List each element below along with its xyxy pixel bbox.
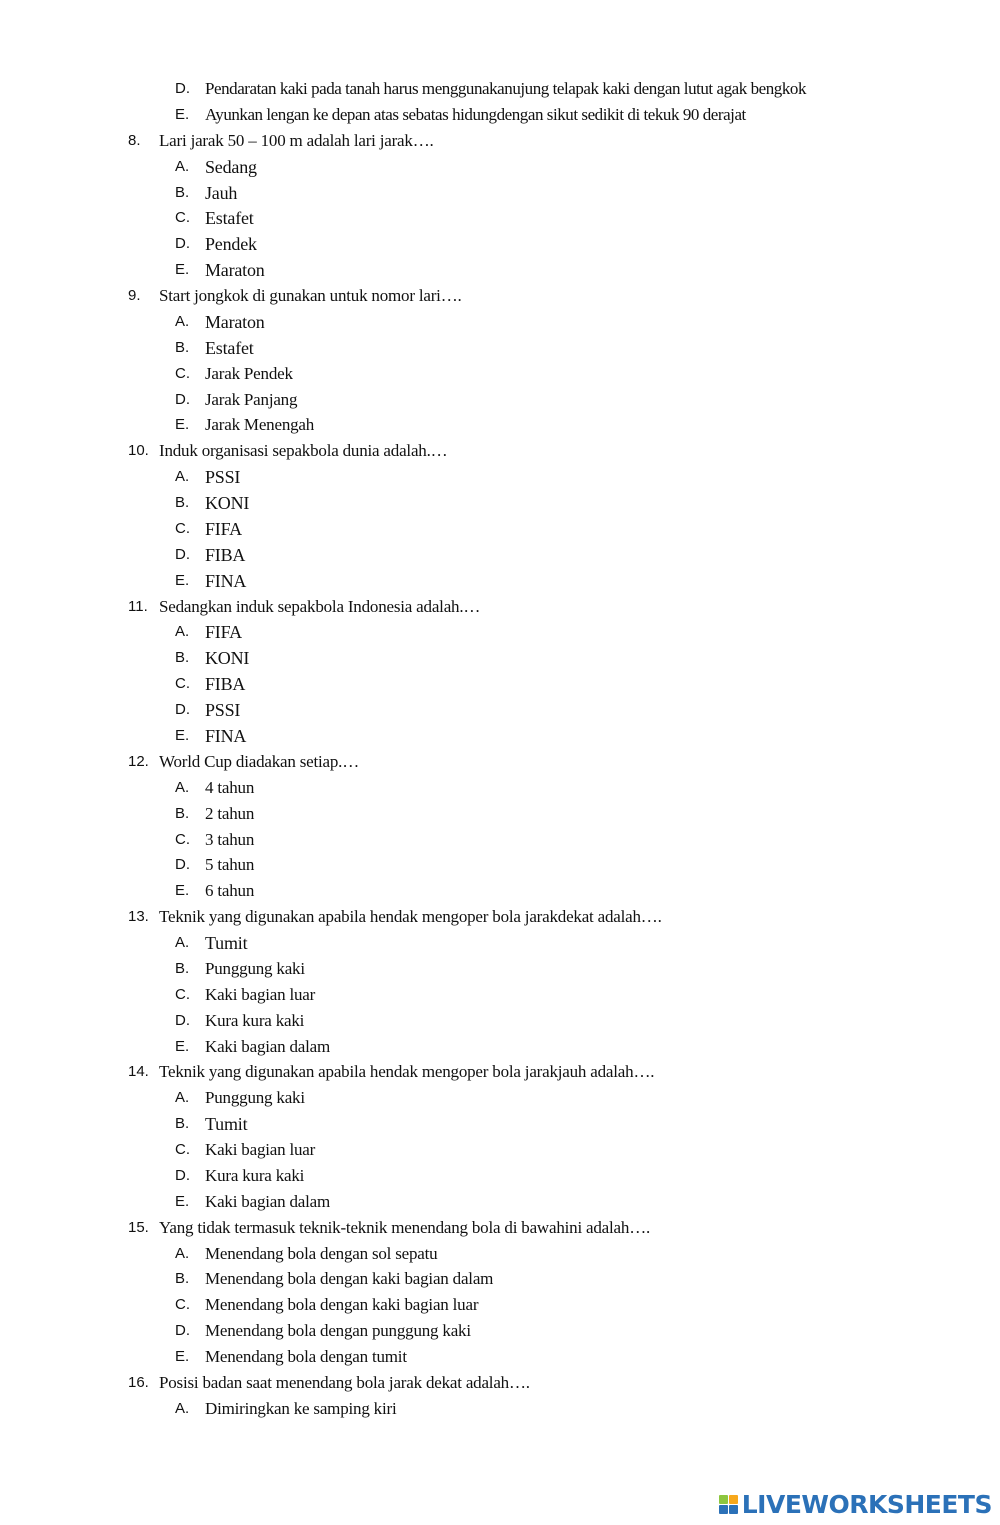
option-text: Jauh	[205, 182, 238, 203]
answer-option[interactable]	[0, 827, 1000, 853]
question-row	[0, 749, 1000, 775]
answer-option[interactable]	[0, 775, 1000, 801]
option-text: KONI	[205, 648, 250, 669]
option-letter: E.	[175, 1192, 190, 1210]
answer-option[interactable]	[0, 1085, 1000, 1111]
question-text: Teknik yang digunakan apabila hendak mengoper bola jarakjauh adalah….	[159, 1062, 655, 1082]
answer-option[interactable]	[0, 852, 1000, 878]
option-text: Tumit	[205, 1114, 248, 1135]
question-number: 15.	[128, 1218, 149, 1236]
option-letter: A.	[175, 312, 190, 330]
question-row	[0, 594, 1000, 620]
question-number: 8.	[128, 131, 141, 149]
option-letter: D.	[175, 701, 190, 719]
answer-option[interactable]	[0, 1344, 1000, 1370]
answer-option[interactable]	[0, 309, 1000, 335]
option-text: 5 tahun	[205, 855, 255, 875]
question-row	[0, 438, 1000, 464]
question-number: 11.	[128, 597, 148, 615]
option-letter: B.	[175, 183, 190, 201]
option-text: Jarak Menengah	[205, 415, 315, 435]
question-text: Sedangkan induk sepakbola Indonesia adalah.…	[159, 596, 481, 616]
option-letter: C.	[175, 364, 190, 382]
option-letter: D.	[175, 235, 190, 253]
option-letter: D.	[175, 545, 190, 563]
option-letter: A.	[175, 1089, 190, 1107]
option-text: Estafet	[205, 337, 254, 358]
answer-option[interactable]	[0, 956, 1000, 982]
option-letter: A.	[175, 623, 190, 641]
answer-option[interactable]	[0, 1396, 1000, 1422]
option-letter: C.	[175, 1141, 190, 1159]
answer-option[interactable]	[0, 1034, 1000, 1060]
option-text: Punggung kaki	[205, 958, 305, 978]
option-letter: A.	[175, 934, 190, 952]
answer-option[interactable]	[0, 1137, 1000, 1163]
answer-option[interactable]	[0, 231, 1000, 257]
option-text: Kaki bagian luar	[205, 984, 316, 1004]
liveworksheets-mark-icon	[719, 1495, 738, 1514]
option-letter: C.	[175, 830, 190, 848]
question-text: Induk organisasi sepakbola dunia adalah.…	[159, 441, 448, 461]
option-letter: A.	[175, 1244, 190, 1262]
option-text: Jarak Pendek	[205, 363, 293, 383]
question-number: 9.	[128, 287, 141, 305]
answer-option[interactable]	[0, 1189, 1000, 1215]
option-letter: C.	[175, 675, 190, 693]
answer-option[interactable]	[0, 1008, 1000, 1034]
answer-option[interactable]	[0, 801, 1000, 827]
answer-option[interactable]	[0, 76, 1000, 102]
answer-option[interactable]	[0, 1318, 1000, 1344]
option-text: Ayunkan lengan ke depan atas sebatas hidungdengan sikut sedikit di tekuk 90 derajat	[205, 104, 746, 124]
option-letter: E.	[175, 571, 190, 589]
option-text: 3 tahun	[205, 829, 255, 849]
option-letter: D.	[175, 1322, 190, 1340]
option-letter: C.	[175, 1296, 190, 1314]
option-letter: B.	[175, 1270, 190, 1288]
answer-option[interactable]	[0, 180, 1000, 206]
option-letter: D.	[175, 1166, 190, 1184]
option-text: Maraton	[205, 311, 265, 332]
option-text: Maraton	[205, 260, 265, 281]
question-text: Start jongkok di gunakan untuk nomor lari….	[159, 286, 462, 306]
option-letter: C.	[175, 985, 190, 1003]
option-text: Kaki bagian dalam	[205, 1191, 330, 1211]
answer-option[interactable]	[0, 619, 1000, 645]
option-letter: A.	[175, 778, 190, 796]
answer-option[interactable]	[0, 1241, 1000, 1267]
question-row	[0, 1059, 1000, 1085]
option-letter: C.	[175, 209, 190, 227]
answer-option[interactable]	[0, 205, 1000, 231]
question-row	[0, 1215, 1000, 1241]
answer-option[interactable]	[0, 335, 1000, 361]
question-row	[0, 128, 1000, 154]
answer-option[interactable]	[0, 645, 1000, 671]
mark-square-2	[729, 1495, 738, 1504]
option-text: Kaki bagian luar	[205, 1140, 316, 1160]
option-letter: D.	[175, 390, 190, 408]
option-letter: A.	[175, 1399, 190, 1417]
option-text: FIFA	[205, 622, 242, 643]
question-text: Lari jarak 50 – 100 m adalah lari jarak….	[159, 130, 434, 150]
option-letter: A.	[175, 468, 190, 486]
question-text: Teknik yang digunakan apabila hendak mengoper bola jarakdekat adalah….	[159, 907, 662, 927]
mark-square-4	[729, 1505, 738, 1514]
option-text: Estafet	[205, 208, 254, 229]
question-row	[0, 904, 1000, 930]
option-letter: E.	[175, 1348, 190, 1366]
option-letter: E.	[175, 416, 190, 434]
answer-option[interactable]	[0, 1292, 1000, 1318]
option-text: PSSI	[205, 467, 241, 488]
option-letter: B.	[175, 649, 190, 667]
option-text: Tumit	[205, 933, 248, 954]
mark-square-1	[719, 1495, 728, 1504]
option-text: Sedang	[205, 156, 257, 177]
option-letter: D.	[175, 80, 190, 97]
option-text: PSSI	[205, 700, 241, 721]
answer-option[interactable]	[0, 490, 1000, 516]
answer-option[interactable]	[0, 154, 1000, 180]
option-text: Punggung kaki	[205, 1088, 305, 1108]
option-text: 6 tahun	[205, 881, 255, 901]
option-letter: C.	[175, 519, 190, 537]
option-text: 4 tahun	[205, 777, 255, 797]
answer-option[interactable]	[0, 930, 1000, 956]
answer-option[interactable]	[0, 412, 1000, 438]
option-text: Pendaratan kaki pada tanah harus menggunakanujung telapak kaki dengan lutut agak bengkok	[205, 79, 806, 98]
option-letter: A.	[175, 157, 190, 175]
option-text: Kura kura kaki	[205, 1165, 305, 1185]
option-text: Menendang bola dengan tumit	[205, 1347, 407, 1367]
question-row	[0, 1370, 1000, 1396]
option-letter: E.	[175, 1037, 190, 1055]
question-number: 14.	[128, 1063, 149, 1081]
answer-option[interactable]	[0, 102, 1000, 128]
option-letter: B.	[175, 804, 190, 822]
answer-option[interactable]	[0, 387, 1000, 413]
answer-option[interactable]	[0, 1111, 1000, 1137]
question-text: Posisi badan saat menendang bola jarak dekat adalah….	[159, 1373, 530, 1392]
answer-option[interactable]	[0, 1266, 1000, 1292]
question-text: Yang tidak termasuk teknik-teknik menendang bola di bawahini adalah….	[159, 1217, 651, 1237]
question-number: 10.	[128, 442, 149, 460]
option-text: FINA	[205, 726, 247, 746]
answer-option[interactable]	[0, 542, 1000, 568]
answer-option[interactable]	[0, 982, 1000, 1008]
option-letter: B.	[175, 494, 190, 512]
option-text: Menendang bola dengan sol sepatu	[205, 1243, 438, 1263]
question-text: World Cup diadakan setiap.…	[159, 751, 360, 771]
answer-option[interactable]	[0, 516, 1000, 542]
answer-option[interactable]	[0, 878, 1000, 904]
option-letter: E.	[175, 727, 190, 744]
option-text: Dimiringkan ke samping kiri	[205, 1398, 397, 1418]
option-letter: D.	[175, 1011, 190, 1029]
answer-option[interactable]	[0, 671, 1000, 697]
option-text: FIFA	[205, 518, 242, 539]
option-text: Pendek	[205, 234, 257, 255]
option-text: FIBA	[205, 544, 246, 565]
mark-square-3	[719, 1505, 728, 1514]
answer-option[interactable]	[0, 723, 1000, 749]
question-number: 13.	[128, 908, 149, 926]
answer-option[interactable]	[0, 1163, 1000, 1189]
option-text: Menendang bola dengan punggung kaki	[205, 1321, 471, 1341]
answer-option[interactable]	[0, 464, 1000, 490]
option-letter: B.	[175, 1115, 190, 1133]
option-letter: E.	[175, 882, 190, 900]
answer-option[interactable]	[0, 257, 1000, 283]
answer-option[interactable]	[0, 568, 1000, 594]
option-text: Jarak Panjang	[205, 389, 298, 409]
liveworksheets-wordmark: LIVEWORKSHEETS	[741, 1489, 992, 1519]
liveworksheets-logo	[719, 1489, 992, 1519]
option-text: FIBA	[205, 674, 246, 695]
option-text: FINA	[205, 570, 247, 591]
question-row	[0, 283, 1000, 309]
answer-option[interactable]	[0, 361, 1000, 387]
option-letter: E.	[175, 105, 190, 123]
option-letter: E.	[175, 261, 190, 279]
answer-option[interactable]	[0, 697, 1000, 723]
option-letter: B.	[175, 338, 190, 356]
option-text: 2 tahun	[205, 803, 255, 823]
option-letter: B.	[175, 959, 190, 977]
option-text: Menendang bola dengan kaki bagian luar	[205, 1295, 479, 1315]
option-letter: D.	[175, 856, 190, 874]
question-number: 12.	[128, 752, 149, 770]
option-text: Kaki bagian dalam	[205, 1036, 330, 1056]
option-text: KONI	[205, 493, 250, 514]
option-text: Menendang bola dengan kaki bagian dalam	[205, 1269, 494, 1289]
question-number: 16.	[128, 1374, 149, 1391]
option-text: Kura kura kaki	[205, 1010, 305, 1030]
